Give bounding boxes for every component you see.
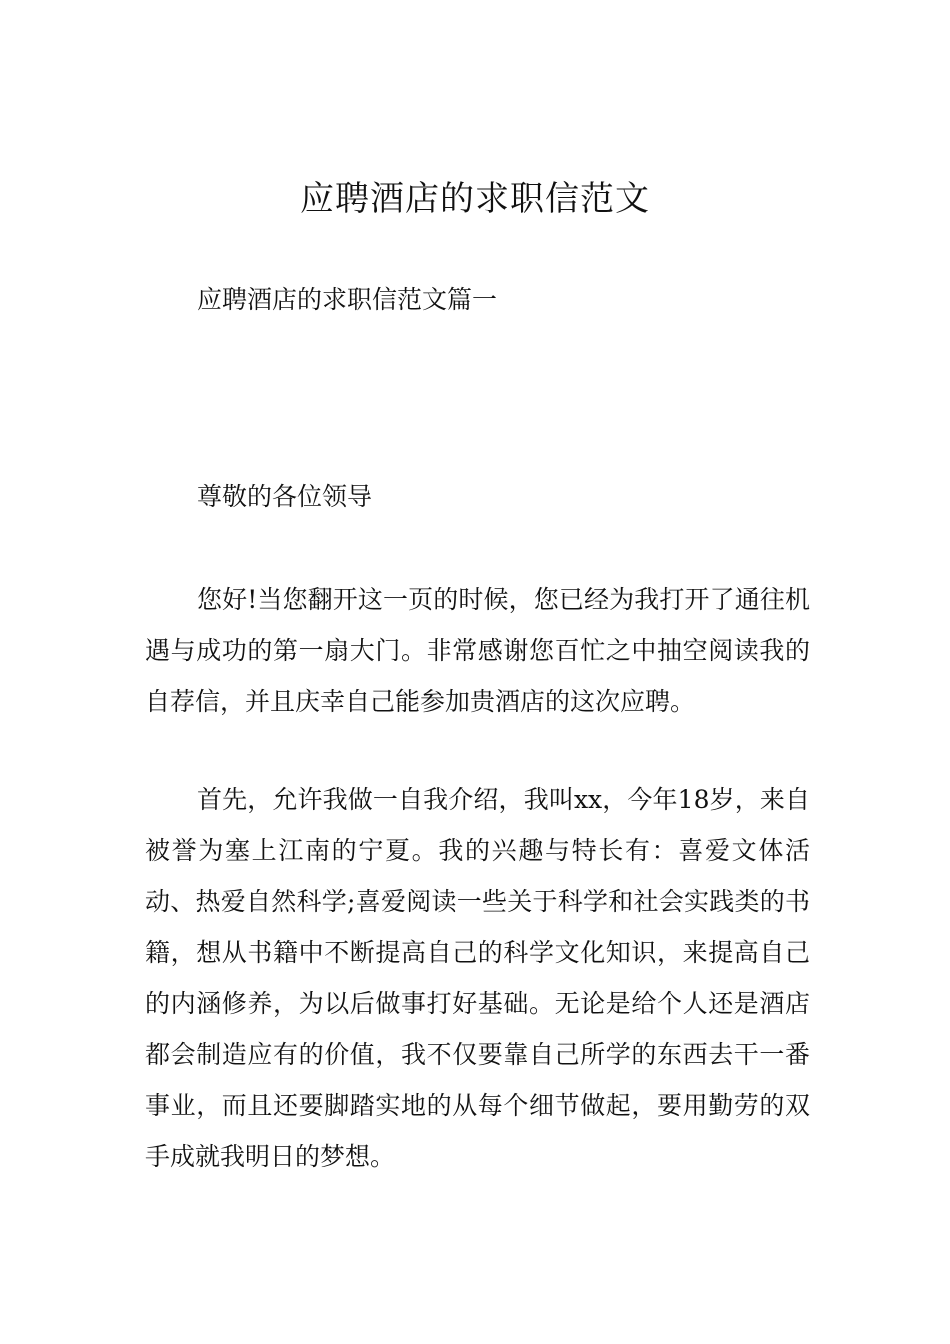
paragraph-greeting: 您好!当您翻开这一页的时候，您已经为我打开了通往机遇与成功的第一扇大门。非常感谢您百忙之中抽空阅读我的自荐信，并且庆幸自己能参加贵酒店的这次应聘。 <box>145 585 810 716</box>
paragraph-self-introduction: 首先，允许我做一自我介绍，我叫xx，今年18岁，来自被誉为塞上江南的宁夏。我的兴趣与特长有：喜爱文体活动、热爱自然科学;喜爱阅读一些关于科学和社会实践类的书籍，想从书籍中不断提高自己的科学文化知识，来提高自己的内涵修养，为以后做事打好基础。无论是给个人还是酒店都会制造应有的价值，我不仅要靠自己所学的东西去干一番事业，而且还要脚踏实地的从每个细节做起，要用勤劳的双手成就我明日的梦想。 <box>145 785 810 1171</box>
section-subtitle: 应聘酒店的求职信范文篇一 <box>197 285 498 314</box>
salutation: 尊敬的各位领导 <box>197 482 373 511</box>
document-title: 应聘酒店的求职信范文 <box>300 179 650 219</box>
